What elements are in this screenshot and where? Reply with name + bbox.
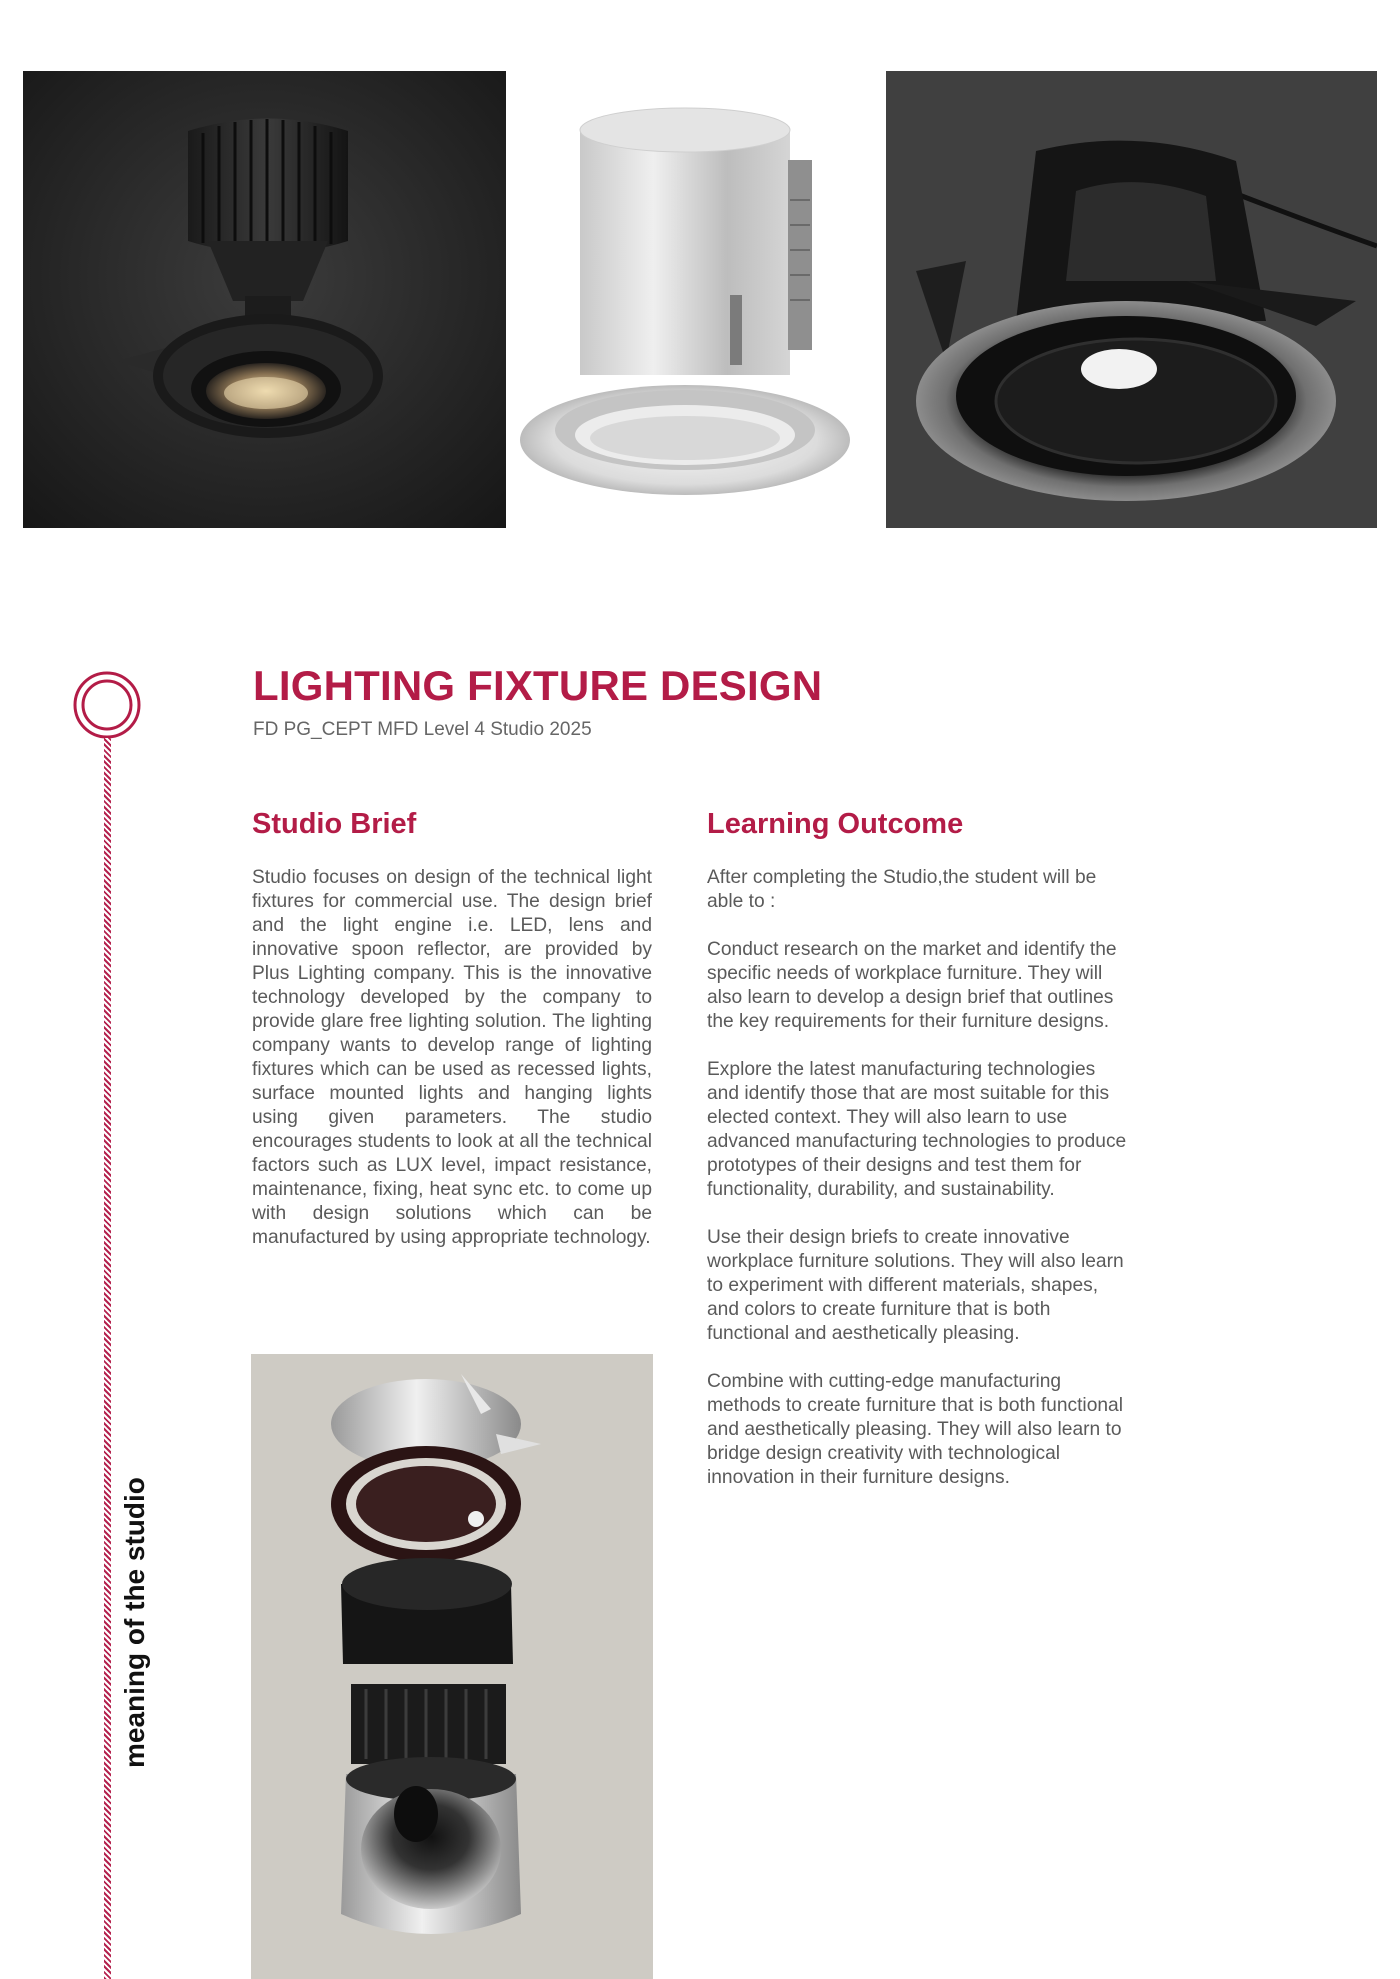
learning-outcome-text: [707, 866, 1127, 1514]
studio-brief-heading: Studio Brief: [252, 808, 417, 840]
black-adjustable-downlight-photo: [23, 71, 506, 528]
learning-outcome-paragraph: Combine with cutting-edge manufacturing methods to create furniture that is both functional and aesthetically pleasing. They will also learn to bridge design creativity with technological innovation in their furniture designs.: [707, 1371, 1123, 1488]
page-subtitle: FD PG_CEPT MFD Level 4 Studio 2025: [253, 719, 592, 740]
page-title: LIGHTING FIXTURE DESIGN: [253, 662, 823, 709]
rail-ring-icon: [72, 670, 142, 740]
learning-outcome-paragraph: After completing the Studio,the student will be able to :: [707, 867, 1097, 912]
rail-line: [104, 738, 111, 1979]
black-tilted-downlight-photo: [886, 71, 1377, 528]
exploded-fixture-photo: [251, 1354, 653, 1979]
learning-outcome-paragraph: Use their design briefs to create innovative workplace furniture solutions. They will also learn to experiment with different materials, shapes, and colors to create furniture that is both functional and aesthetically pleasing.: [707, 1227, 1124, 1344]
learning-outcome-paragraph: Conduct research on the market and identify the specific needs of workplace furniture. They will also learn to develop a design brief that outlines the key requirements for their furniture designs.: [707, 939, 1117, 1032]
studio-brief-text: Studio focuses on design of the technical light fixtures for commercial use. The design brief and the light engine i.e. LED, lens and innovative spoon reflector, are provided by Plus Lighting company. This is the innovative technology developed by the company to provide glare free lighting solution. The lighting company wants to develop range of lighting fixtures which can be used as recessed lights, surface mounted lights and hanging lights using given parameters. The studio encourages students to look at all the technical factors such as LUX level, impact resistance, maintenance, fixing, heat sync etc. to come up with design solutions which can be manufactured by using appropriate technology.: [252, 867, 652, 1248]
learning-outcome-heading: Learning Outcome: [707, 808, 964, 840]
white-recessed-downlight-photo: [520, 100, 870, 500]
side-label: meaning of the studio: [119, 1477, 150, 1768]
learning-outcome-paragraph: Explore the latest manufacturing technologies and identify those that are most suitable for this elected context. They will also learn to use advanced manufacturing technologies to produce prototypes of their designs and test them for functionality, durability, and sustainability.: [707, 1059, 1127, 1200]
